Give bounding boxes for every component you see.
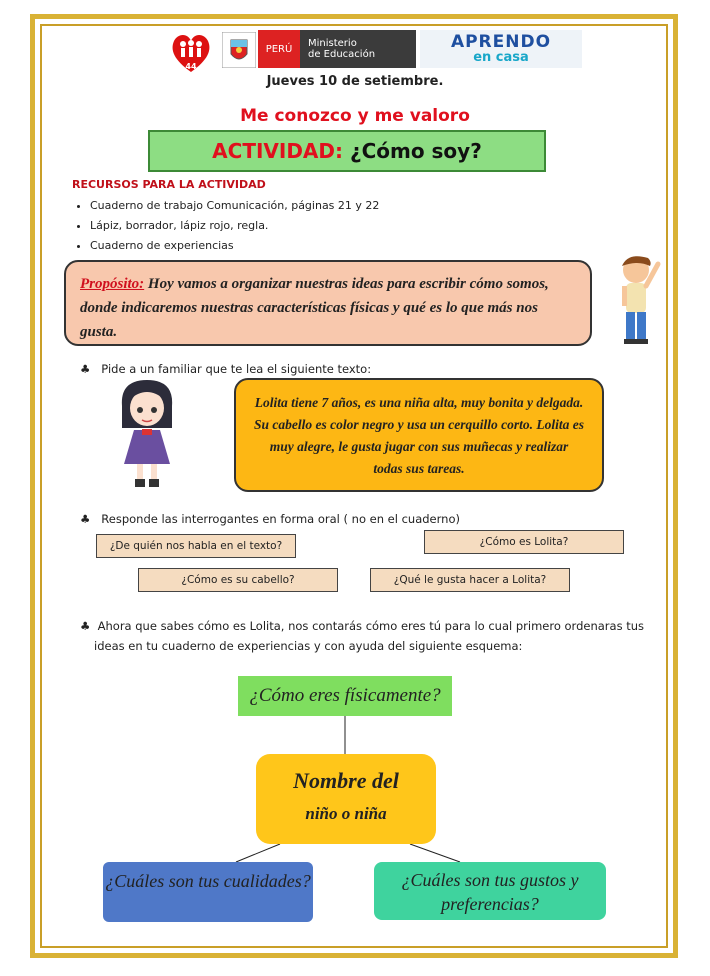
instruction-answer: ♣ Responde las interrogantes en forma oral ( no en el cuaderno) (80, 512, 460, 526)
instruction-order: ♣ Ahora que sabes cómo es Lolita, nos contarás cómo eres tú para lo cual primero ordenaras tus ideas en tu cuaderno de experiencias y con ayuda del siguiente esquema: (80, 619, 644, 653)
boy-illustration (608, 252, 666, 348)
diagram-qualities-box: ¿Cuáles son tus cualidades? (103, 862, 313, 922)
club-bullet-icon: ♣ (80, 362, 98, 376)
activity-banner (148, 130, 546, 172)
question-box: ¿Qué le gusta hacer a Lolita? (370, 568, 570, 592)
diagram-preferences-box: ¿Cuáles son tus gustos y preferencias? (374, 862, 606, 920)
diagram-physical-box: ¿Cómo eres físicamente? (238, 676, 452, 716)
reading-text-box: Lolita tiene 7 años, es una niña alta, muy bonita y delgada. Su cabello es color negro y usa un cerquillo corto. Lolita es muy alegre, le gusta jugar con sus muñecas y realizar todas sus tareas. (234, 378, 604, 492)
national-crest-icon (222, 32, 256, 68)
session-title: Me conozco y me valoro (240, 106, 470, 126)
resources-list (76, 196, 379, 256)
question-box: ¿Cómo es Lolita? (424, 530, 624, 554)
activity-title: ¿Cómo soy? (349, 139, 482, 163)
ministry-label: Ministerio de Educación (300, 30, 416, 68)
club-bullet-icon: ♣ (80, 619, 98, 633)
girl-illustration (112, 376, 182, 492)
instruction-read: ♣ Pide a un familiar que te lea el siguiente texto: (80, 362, 372, 376)
resources-title: RECURSOS PARA LA ACTIVIDAD (72, 178, 266, 191)
purpose-box (64, 260, 592, 346)
list-item: • Cuaderno de trabajo Comunicación, páginas 21 y 22 (90, 196, 379, 216)
aprendo-en-casa-logo: APRENDO en casa (420, 30, 582, 68)
question-box: ¿De quién nos habla en el texto? (96, 534, 296, 558)
question-box: ¿Cómo es su cabello? (138, 568, 338, 592)
purpose-text: Hoy vamos a organizar nuestras ideas para escribir cómo somos, donde indicaremos nuestras características físicas y qué es lo que más nos gusta. (80, 276, 549, 340)
club-bullet-icon: ♣ (80, 512, 98, 526)
list-item: • Lápiz, borrador, lápiz rojo, regla. (90, 216, 379, 236)
purpose-label: Propósito: (80, 276, 145, 292)
list-item: • Cuaderno de experiencias (90, 236, 379, 256)
peru-label: PERÚ (258, 30, 300, 68)
diagram-name-box: Nombre del niño o niña (256, 754, 436, 844)
logo-badge-number: 44 (185, 62, 197, 71)
activity-label: ACTIVIDAD: (212, 139, 343, 163)
date-text: Jueves 10 de setiembre. (266, 74, 444, 89)
children-heart-logo (168, 30, 214, 76)
